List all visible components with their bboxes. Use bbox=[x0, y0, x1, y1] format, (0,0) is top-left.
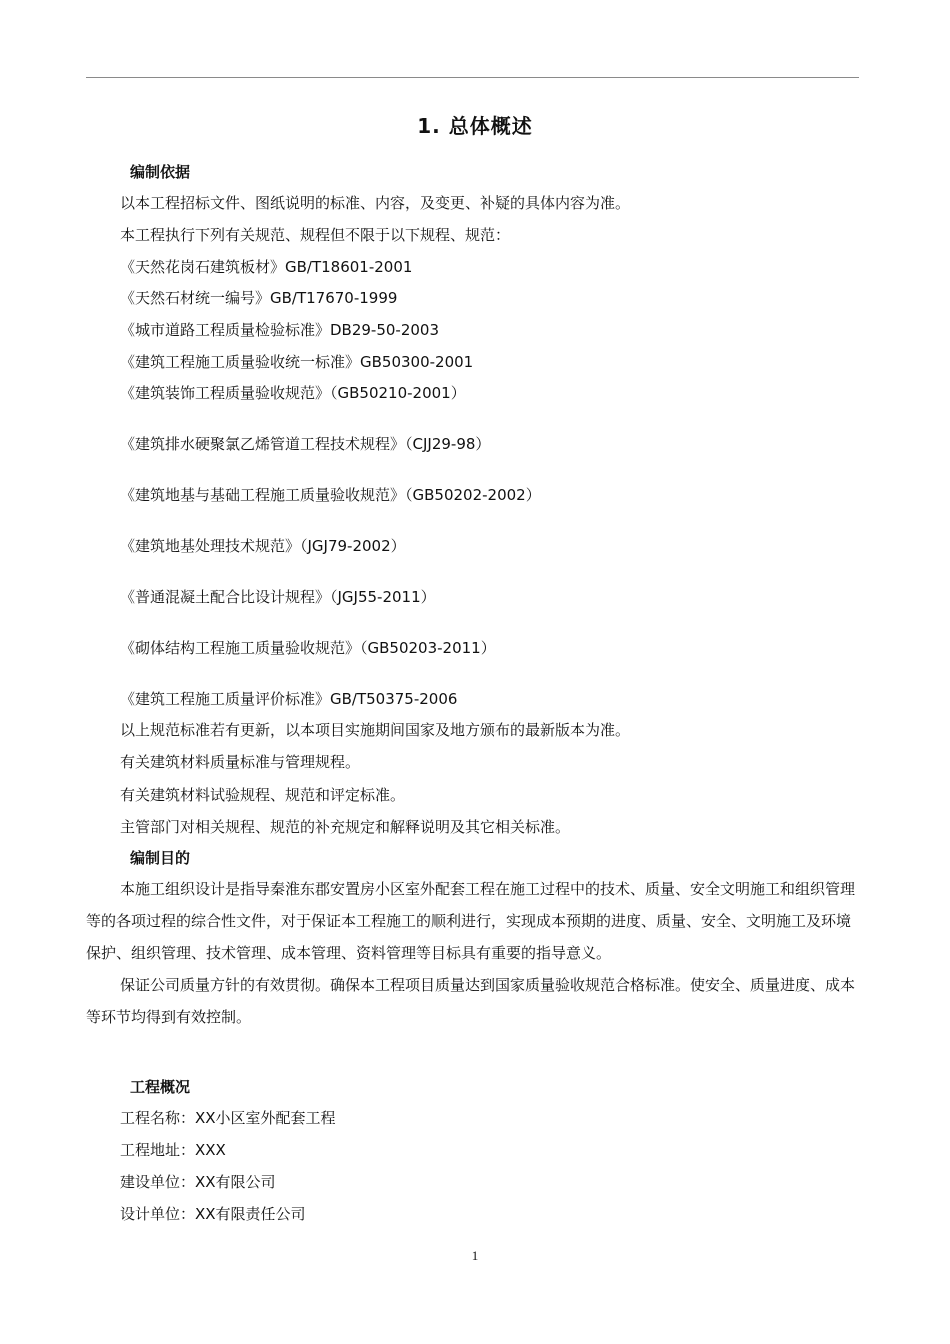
standard-item: 《天然花岗石建筑板材》GB/T18601-2001 bbox=[120, 258, 413, 276]
basis-intro-2: 本工程执行下列有关规范、规程但不限于以下规程、规范： bbox=[120, 226, 511, 244]
page-number: 1 bbox=[471, 1248, 479, 1263]
basis-note: 以上规范标准若有更新，以本项目实施期间国家及地方颁布的最新版本为准。 bbox=[120, 721, 631, 739]
heading-purpose: 编制目的 bbox=[130, 849, 191, 867]
header-rule bbox=[86, 77, 859, 78]
basis-note: 有关建筑材料试验规程、规范和评定标准。 bbox=[120, 786, 406, 804]
overview-item-name: 工程名称：XX小区室外配套工程 bbox=[120, 1109, 336, 1127]
purpose-paragraph-1: 本施工组织设计是指导秦淮东郡安置房小区室外配套工程在施工过程中的技术、质量、安全文明施工和组织管理等的各项过程的综合性文件，对于保证本工程施工的顺利进行，实现成本预期的进度、质量、安全、文明施工及环境保护、组织管理、技术管理、成本管理、资料管理等目标具有重要的指导意义。 bbox=[86, 880, 856, 962]
basis-note: 有关建筑材料质量标准与管理规程。 bbox=[120, 753, 361, 771]
section-title: 1. 总体概述 bbox=[417, 114, 533, 138]
standard-item: 《建筑工程施工质量验收统一标准》GB50300-2001 bbox=[120, 353, 474, 371]
purpose-paragraph-2: 保证公司质量方针的有效贯彻。确保本工程项目质量达到国家质量验收规范合格标准。使安全、质量进度、成本等环节均得到有效控制。 bbox=[86, 976, 856, 1026]
standard-item: 《建筑地基处理技术规范》（JGJ79-2002） bbox=[120, 537, 406, 555]
heading-basis: 编制依据 bbox=[130, 163, 191, 181]
overview-item-designer: 设计单位：XX有限责任公司 bbox=[120, 1205, 306, 1223]
standard-item: 《建筑地基与基础工程施工质量验收规范》（GB50202-2002） bbox=[120, 486, 541, 504]
standard-item: 《建筑工程施工质量评价标准》GB/T50375-2006 bbox=[120, 690, 458, 708]
standard-item: 《建筑排水硬聚氯乙烯管道工程技术规程》（CJJ29-98） bbox=[120, 435, 491, 453]
standard-item: 《天然石材统一编号》GB/T17670-1999 bbox=[120, 289, 398, 307]
basis-intro-1: 以本工程招标文件、图纸说明的标准、内容，及变更、补疑的具体内容为准。 bbox=[120, 194, 631, 212]
standard-item: 《城市道路工程质量检验标准》DB29-50-2003 bbox=[120, 321, 440, 339]
overview-item-owner: 建设单位：XX有限公司 bbox=[120, 1173, 276, 1191]
standard-item: 《建筑装饰工程质量验收规范》（GB50210-2001） bbox=[120, 384, 466, 402]
basis-note: 主管部门对相关规程、规范的补充规定和解释说明及其它相关标准。 bbox=[120, 818, 571, 836]
overview-item-address: 工程地址：XXX bbox=[120, 1141, 226, 1159]
standard-item: 《砌体结构工程施工质量验收规范》（GB50203-2011） bbox=[120, 639, 496, 657]
standard-item: 《普通混凝土配合比设计规程》（JGJ55-2011） bbox=[120, 588, 436, 606]
heading-overview: 工程概况 bbox=[130, 1078, 191, 1096]
